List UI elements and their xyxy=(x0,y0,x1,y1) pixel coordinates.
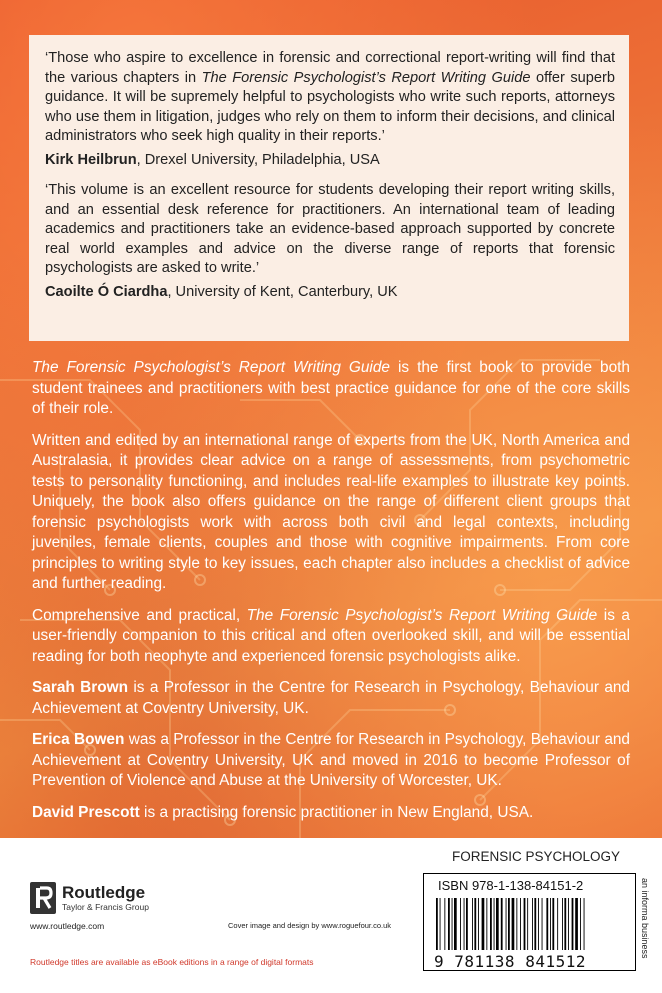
barcode-bar xyxy=(486,898,487,950)
barcode-bar xyxy=(501,898,503,950)
publisher-group: Taylor & Francis Group xyxy=(62,902,149,912)
barcode-bar xyxy=(472,898,473,950)
barcode-bar xyxy=(562,898,563,950)
publisher-logo xyxy=(30,881,160,915)
barcode-bar xyxy=(478,898,479,950)
endorsement-author-2: Caoilte Ó Ciardha, University of Kent, Canterbury, UK xyxy=(45,283,398,300)
footer xyxy=(0,838,662,993)
barcode-bar xyxy=(557,898,558,950)
barcode-bar xyxy=(524,898,526,950)
barcode-bar xyxy=(542,898,543,950)
barcode-bar xyxy=(494,898,495,950)
barcode-number: 9 781138 841512 xyxy=(434,952,586,971)
description-paragraph-3: Comprehensive and practical, The Forensic Psychologist’s Report Writing Guide is a user-friendly companion to this critical and often overlooked skill, and will be essential reading for both neophyte and experienced forensic psychologists alike. xyxy=(32,606,630,665)
barcode xyxy=(436,898,624,950)
barcode-bar xyxy=(440,898,441,950)
barcode-panel xyxy=(423,873,636,971)
endorsement-quote-1: ‘Those who aspire to excellence in forensic and correctional report-writing will find that the various chapters in The Forensic Psychologist’s Report Writing Guide offer superb guidance. It will be supremely helpful to psychologists who write such reports, attorneys who use them in litigation, judges who rely on them to inform their decisions, and clinical administrators who seek high quality in their reports.’ xyxy=(45,50,615,144)
barcode-bar xyxy=(580,898,581,950)
endorsement-quote-2: ‘This volume is an excellent resource for students developing their report writing skills, and an essential desk reference for practitioners. An international team of leading academics and practitioners take an evidence-based approach supported by concrete real world examples and advice on the diverse range of reports that forensic psychologists are asked to write.’ xyxy=(45,182,615,276)
informa-business-label: an informa business xyxy=(640,878,650,959)
editor-bio-3: David Prescott is a practising forensic practitioner in New England, USA. xyxy=(32,803,534,821)
barcode-bar xyxy=(512,898,515,950)
description-paragraph-1: The Forensic Psychologist’s Report Writing Guide is the first book to provide both student trainees and practitioners with best practice guidance for one of the core skills of their role. xyxy=(32,359,630,417)
editor-bio-2: Erica Bowen was a Professor in the Centre for Research in Psychology, Behaviour and Achievement at Coventry University, UK and moved in 2016 to become Professor of Prevention of Violence and Abuse at the University of Worcester, UK. xyxy=(32,731,630,789)
barcode-bar xyxy=(572,898,574,950)
barcode-bar xyxy=(538,898,539,950)
barcode-bar xyxy=(506,898,507,950)
endorsements-box xyxy=(29,35,629,341)
editor-bio-1: Sarah Brown is a Professor in the Centre for Research in Psychology, Behaviour and Achievement at Coventry University, UK. xyxy=(32,679,630,717)
barcode-bar xyxy=(532,898,533,950)
barcode-bar xyxy=(508,898,510,950)
barcode-bar xyxy=(550,898,551,950)
ebook-note: Routledge titles are available as eBook editions in a range of digital formats xyxy=(30,957,314,967)
barcode-bar xyxy=(474,898,476,950)
barcode-bar xyxy=(452,898,453,950)
publisher-name: Routledge xyxy=(62,883,146,902)
barcode-bar xyxy=(534,898,536,950)
barcode-bar xyxy=(552,898,554,950)
barcode-bar xyxy=(575,898,578,950)
barcode-bar xyxy=(564,898,566,950)
barcode-bar xyxy=(448,898,450,950)
subject-category: FORENSIC PSYCHOLOGY xyxy=(452,849,621,864)
barcode-bar xyxy=(490,898,492,950)
barcode-bar xyxy=(496,898,499,950)
barcode-bar xyxy=(444,898,445,950)
barcode-bar xyxy=(568,898,569,950)
barcode-bar xyxy=(464,898,465,950)
endorsement-author-1: Kirk Heilbrun, Drexel University, Philadelphia, USA xyxy=(45,151,380,168)
routledge-logo-icon xyxy=(30,882,56,914)
barcode-bar xyxy=(516,898,517,950)
barcode-bar xyxy=(436,898,438,950)
book-description xyxy=(32,358,630,834)
barcode-bar xyxy=(482,898,485,950)
description-paragraph-2: Written and edited by an international range of experts from the UK, North America and Australasia, it provides clear advice on a range of assessments, from psychometric tests to personality functioning, and includes real-life examples to illustrate key points. Uniquely, the book also offers guidance on the range of different client groups that forensic psychologists work with across both civil and legal contexts, including juveniles, female clients, couples and those with cognitive impairments. From core principles to writing style to key issues, each chapter also includes a checklist of advice and further reading. xyxy=(32,431,630,592)
cover-credit: Cover image and design by www.roguefour.co.uk xyxy=(228,921,392,930)
barcode-bar xyxy=(520,898,521,950)
barcode-bar xyxy=(466,898,468,950)
barcode-bar xyxy=(454,898,457,950)
barcode-bar xyxy=(460,898,461,950)
barcode-bar xyxy=(527,898,528,950)
isbn-label: ISBN 978-1-138-84151-2 xyxy=(438,878,584,893)
barcode-bar xyxy=(584,898,585,950)
barcode-bar xyxy=(546,898,548,950)
publisher-website: www.routledge.com xyxy=(30,921,105,931)
